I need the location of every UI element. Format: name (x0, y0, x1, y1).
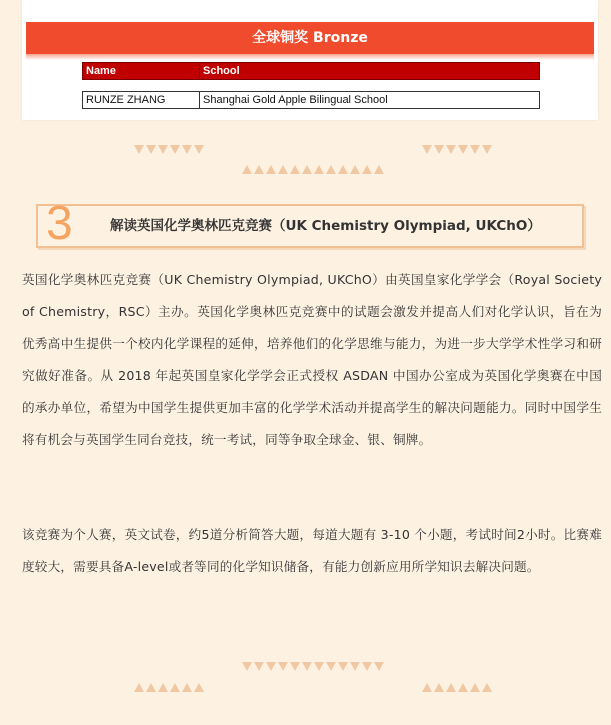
format-paragraph: 该竞赛为个人赛，英文试卷，约5道分析简答大题，每道大题有 3-10 个小题，考试时间2小时。比赛难度较大，需要具备A-level或者等同的化学知识储备，有能力创新应用所学知识去解决问题。 (22, 527, 602, 574)
table-header-name: Name (83, 63, 200, 80)
table-cell-school: Shanghai Gold Apple Bilingual School (200, 92, 540, 109)
decoration-triangles-left-top (134, 145, 204, 154)
table-header-school: School (200, 63, 540, 80)
section-number: 3 (46, 197, 73, 250)
award-table (82, 62, 540, 109)
table-header-row (83, 63, 540, 80)
award-banner: 全球铜奖 Bronze (26, 22, 594, 54)
decoration-triangles-center-bottom (242, 662, 384, 671)
table-row (83, 92, 540, 109)
section-header (36, 197, 584, 250)
award-card (22, 0, 598, 120)
decoration-triangles-right-bottom (422, 683, 492, 692)
decoration-triangles-left-bottom (134, 683, 204, 692)
intro-paragraph: 英国化学奥林匹克竞赛（UK Chemistry Olympiad, UKChO）由英国皇家化学学会（Royal Society of Chemistry，RSC）主办。英国化学奥林匹克竞赛中的试题会激发并提高人们对化学认识，旨在为优秀高中生提供一个校内化学课程的延伸，培养他们的化学思维与能力，为进一步大学学术性学习和研究做好准备。从 2018 年起英国皇家化学学会正式授权 ASDAN 中国办公室成为英国化学奥赛在中国的承办单位，希望为中国学生提供更加丰富的化学学术活动并提高学生的解决问题能力。同时中国学生将有机会与英国学生同台竞技，统一考试，同等争取全球金、银、铜牌。 (22, 272, 602, 447)
decoration-triangles-center-top (242, 165, 384, 174)
table-cell-name: RUNZE ZHANG (83, 92, 200, 109)
section-title: 解读英国化学奥林匹克竞赛（UK Chemistry Olympiad, UKChO） (110, 218, 541, 234)
table-spacer (83, 80, 540, 92)
decoration-triangles-right-top (422, 145, 492, 154)
